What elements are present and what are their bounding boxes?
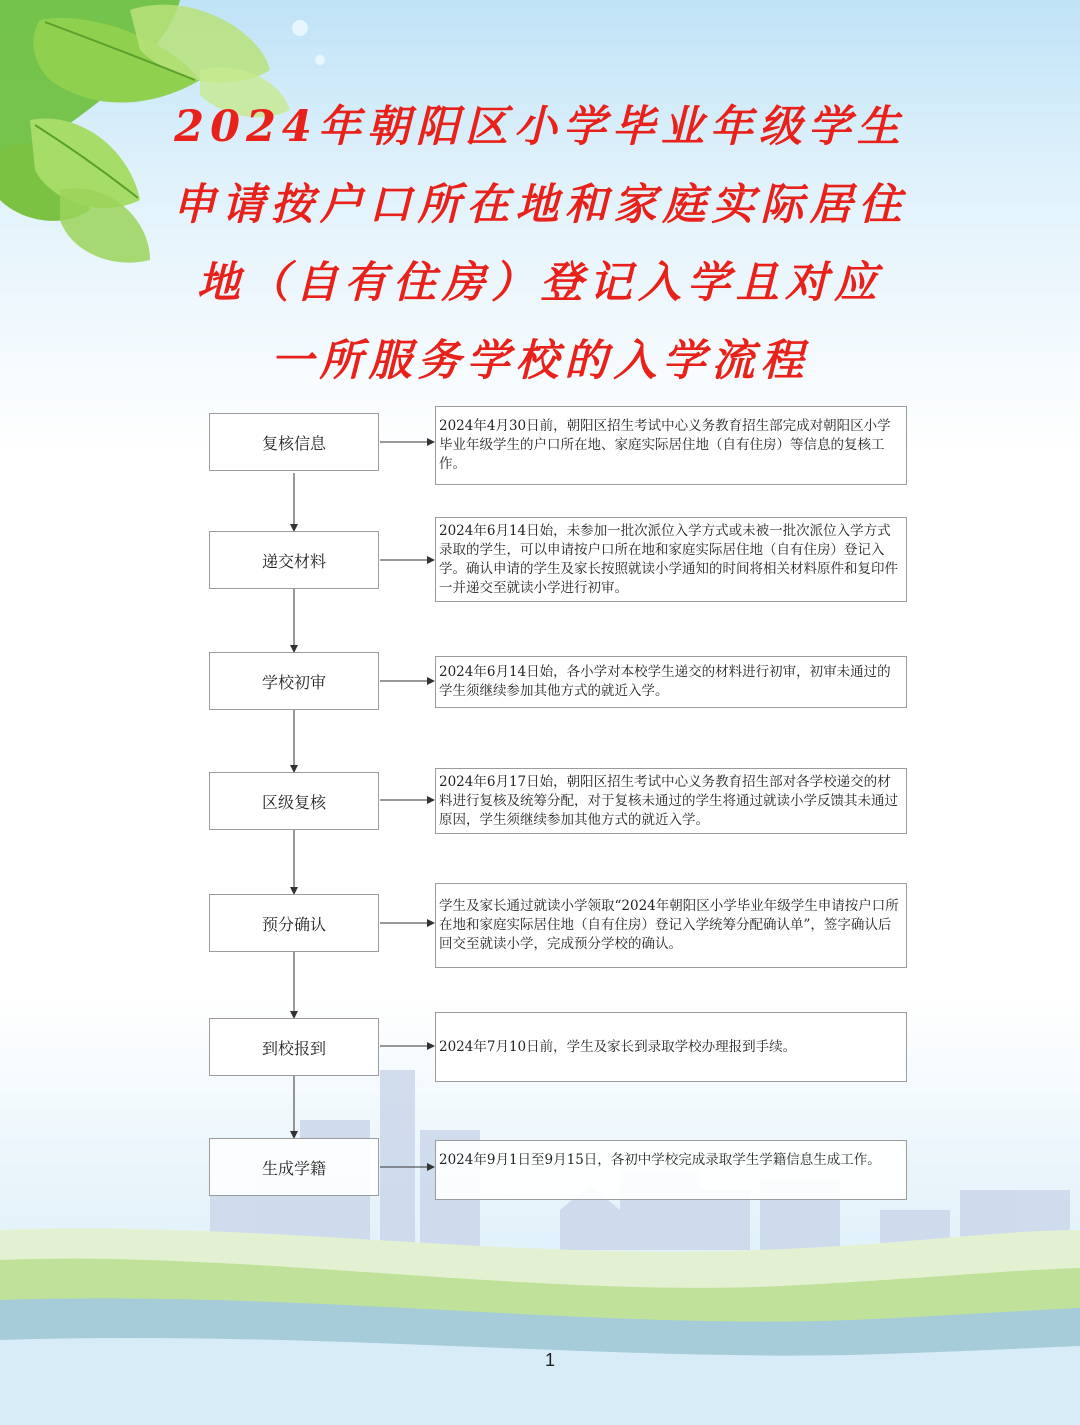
title-line-2: 申请按户口所在地和家庭实际居住 xyxy=(172,180,908,230)
step-box-review-info: 复核信息 xyxy=(209,413,379,471)
step-desc-school-registration xyxy=(435,1012,907,1082)
step-box-submit-materials: 递交材料 xyxy=(209,531,379,589)
step-desc-text: 2024年9月1日至9月15日，各初中学校完成录取学生学籍信息生成工作。 xyxy=(439,1152,881,1168)
step-box-allocation-confirm: 预分确认 xyxy=(209,894,379,952)
step-desc-text: 2024年7月10日前，学生及家长到录取学校办理报到手续。 xyxy=(439,1038,797,1055)
step-desc-submit-materials xyxy=(435,517,907,602)
step-box-school-registration: 到校报到 xyxy=(209,1018,379,1076)
step-desc-text: 2024年6月14日始，各小学对本校学生递交的材料进行初审，初审未通过的学生须继续参加其他方式的就近入学。 xyxy=(439,664,891,699)
page-title xyxy=(60,88,1020,400)
wave-decoration xyxy=(0,1228,1080,1425)
step-desc-text: 2024年6月17日始，朝阳区招生考试中心义务教育招生部对各学校递交的材料进行复核及统筹分配，对于复核未通过的学生将通过就读小学反馈其未通过原因，学生须继续参加其他方式的就近入学。 xyxy=(439,773,898,828)
title-line-3: 地（自有住房）登记入学且对应 xyxy=(197,258,883,308)
step-desc-text: 2024年4月30日前，朝阳区招生考试中心义务教育招生部完成对朝阳区小学毕业年级学生的户口所在地、家庭实际居住地（自有住房）等信息的复核工作。 xyxy=(439,418,891,472)
step-desc-school-initial-review xyxy=(435,656,907,708)
step-desc-review-info xyxy=(435,406,907,485)
step-desc-text: 学生及家长通过就读小学领取“2024年朝阳区小学毕业年级学生申请按户口所在地和家庭实际居住地（自有住房）登记入学统筹分配确认单”，签字确认后回交至就读小学，完成预分学校的确认。 xyxy=(439,898,899,952)
step-box-generate-enrollment: 生成学籍 xyxy=(209,1138,379,1196)
step-box-district-review: 区级复核 xyxy=(209,772,379,830)
page-number: 1 xyxy=(544,1350,555,1370)
step-desc-allocation-confirm xyxy=(435,883,907,968)
title-line-4: 一所服务学校的入学流程 xyxy=(270,336,810,386)
step-desc-generate-enrollment xyxy=(435,1140,907,1200)
step-box-school-initial-review: 学校初审 xyxy=(209,652,379,710)
title-line-1: 2024年朝阳区小学毕业年级学生 xyxy=(174,102,906,152)
step-desc-district-review xyxy=(435,768,907,834)
step-desc-text: 2024年6月14日始，未参加一批次派位入学方式或未被一批次派位入学方式录取的学生，可以申请按户口所在地和家庭实际居住地（自有住房）登记入学。确认申请的学生及家长按照就读小学通知的时间将相关材料原件和复印件一并递交至就读小学进行初审。 xyxy=(439,522,898,596)
